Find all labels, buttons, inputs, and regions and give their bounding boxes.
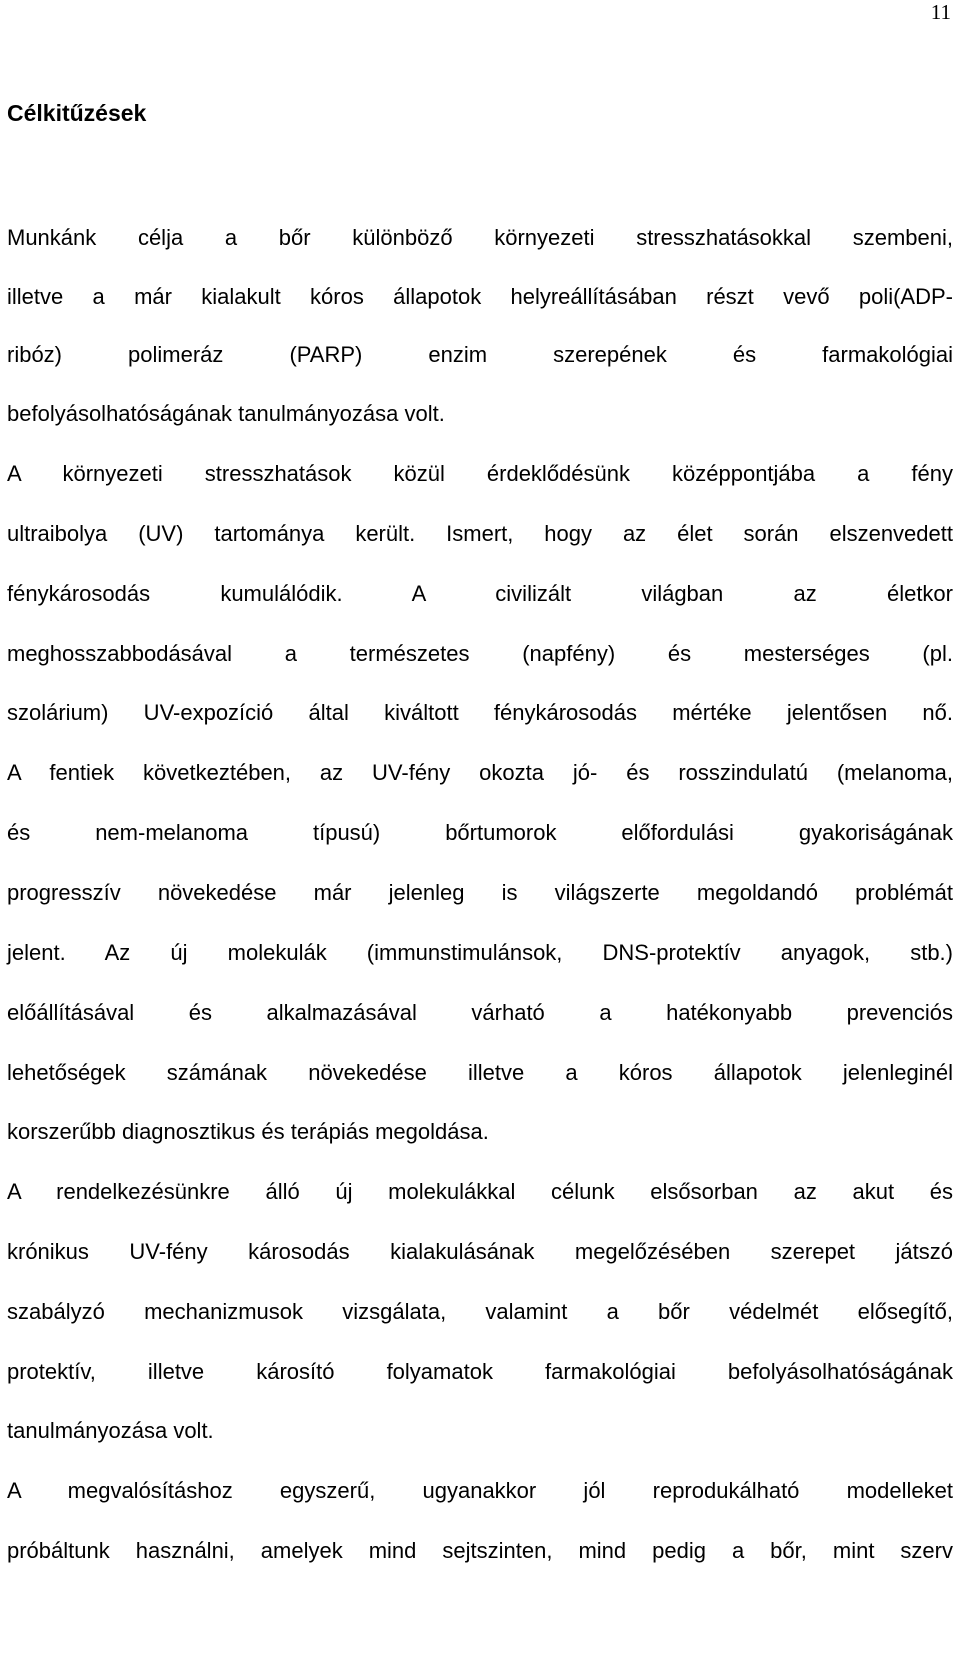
body-line: meghosszabbodásával a természetes (napfény) és mesterséges (pl. bbox=[7, 641, 953, 666]
page-number: 11 bbox=[930, 0, 951, 24]
body-line: befolyásolhatóságának tanulmányozása volt. bbox=[7, 401, 445, 426]
body-line: A környezeti stresszhatások közül érdeklődésünk középpontjába a fény bbox=[7, 461, 953, 486]
body-line: progresszív növekedése már jelenleg is világszerte megoldandó problémát bbox=[7, 880, 953, 905]
body-line: szolárium) UV-expozíció által kiváltott fénykárosodás mértéke jelentősen nő. bbox=[7, 700, 953, 725]
body-line: és nem-melanoma típusú) bőrtumorok előfordulási gyakoriságának bbox=[7, 820, 953, 845]
body-line: jelent. Az új molekulák (immunstimulánsok, DNS-protektív anyagok, stb.) bbox=[7, 940, 953, 965]
body-line: krónikus UV-fény károsodás kialakulásának megelőzésében szerepet játszó bbox=[7, 1239, 953, 1264]
body-line: előállításával és alkalmazásával várható a hatékonyabb prevenciós bbox=[7, 1000, 953, 1025]
body-line: ultraibolya (UV) tartománya került. Ismert, hogy az élet során elszenvedett bbox=[7, 521, 953, 546]
body-line: Munkánk célja a bőr különböző környezeti stresszhatásokkal szembeni, bbox=[7, 225, 953, 250]
body-line: protektív, illetve károsító folyamatok farmakológiai befolyásolhatóságának bbox=[7, 1359, 953, 1384]
body-line: illetve a már kialakult kóros állapotok helyreállításában részt vevő poli(ADP- bbox=[7, 284, 953, 309]
body-line: ribóz) polimeráz (PARP) enzim szerepének és farmakológiai bbox=[7, 342, 953, 367]
body-line: A rendelkezésünkre álló új molekulákkal célunk elsősorban az akut és bbox=[7, 1179, 953, 1204]
body-line: A megvalósításhoz egyszerű, ugyanakkor jól reprodukálható modelleket bbox=[7, 1478, 953, 1503]
body-line: tanulmányozása volt. bbox=[7, 1418, 214, 1443]
body-line: szabályzó mechanizmusok vizsgálata, valamint a bőr védelmét elősegítő, bbox=[7, 1299, 953, 1324]
section-heading: Célkitűzések bbox=[7, 100, 147, 126]
body-line: fénykárosodás kumulálódik. A civilizált világban az életkor bbox=[7, 581, 953, 606]
body-line: próbáltunk használni, amelyek mind sejtszinten, mind pedig a bőr, mint szerv bbox=[7, 1538, 953, 1563]
body-line: lehetőségek számának növekedése illetve a kóros állapotok jelenleginél bbox=[7, 1060, 953, 1085]
body-line: korszerűbb diagnosztikus és terápiás megoldása. bbox=[7, 1119, 489, 1144]
body-line: A fentiek következtében, az UV-fény okozta jó- és rosszindulatú (melanoma, bbox=[7, 760, 953, 785]
